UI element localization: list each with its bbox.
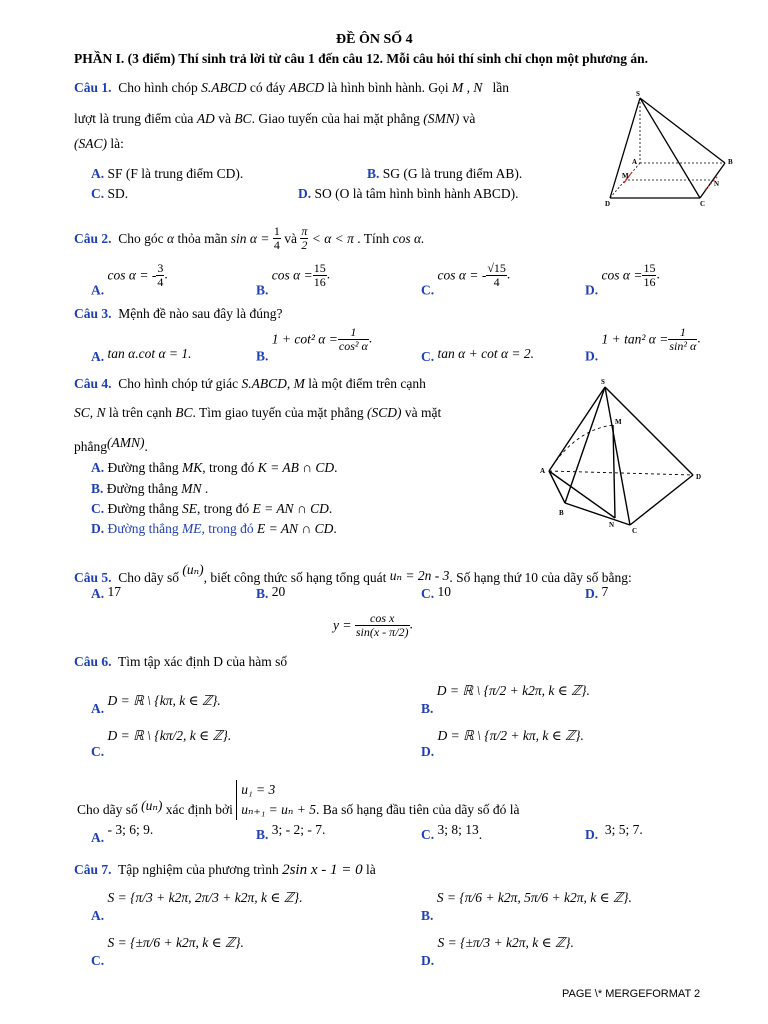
q2-option-b[interactable] — [256, 262, 330, 299]
option-text: S = {π/6 + k2π, 5π/6 + k2π, k ∈ ℤ}. — [436, 890, 632, 905]
q1-math: BC — [234, 111, 252, 126]
q2-fraction: $\frac{1}{4}$ — [273, 224, 280, 252]
q4-text: là trên cạnh — [108, 405, 172, 420]
option-text: , trong đó — [196, 501, 250, 516]
q4-text: là một điểm trên cạnh — [308, 376, 426, 391]
q6-fraction: $\frac{\text{cos x}}{\sin(x - \pi/2)}$ — [355, 611, 409, 639]
q6-label: Câu 6. — [74, 654, 112, 669]
option-label: B. — [367, 166, 380, 181]
option-math: E = AN ∩ CD — [252, 501, 329, 516]
q3-option-c[interactable] — [421, 346, 534, 365]
q7-option-c[interactable] — [91, 935, 244, 969]
q6-option-c[interactable] — [91, 728, 231, 760]
q4-text: phẳng — [74, 439, 107, 454]
qx-stem — [77, 780, 520, 820]
q1-text: . Giao tuyến của hai mặt phẳng — [251, 111, 420, 126]
option-label: C. — [421, 282, 435, 298]
option-text: SO (O là tâm hình bình hành ABCD). — [314, 186, 519, 201]
q5-text: Cho dãy số — [118, 570, 180, 585]
option-text: 20 — [271, 584, 286, 599]
q1-option-a[interactable] — [91, 166, 243, 182]
part-heading: PHẦN I. (3 điểm) Thí sinh trả lời từ câu 1 đến câu 12. Mỗi câu hỏi thí sinh chỉ chọn một phương án. — [74, 51, 648, 66]
qx-option-b[interactable] — [256, 822, 325, 843]
q4-option-a[interactable]: A. Đường thẳng MK, trong đó K = AB ∩ CD. — [91, 460, 338, 475]
option-label: C. — [421, 349, 435, 364]
fig2-label-m: M — [615, 418, 622, 426]
q3-text: Mệnh đề nào sau đây là đúng? — [118, 306, 283, 321]
option-text: SF (F là trung điểm CD). — [107, 166, 244, 181]
q4-text: Cho hình chóp tứ giác — [118, 376, 239, 391]
q5-option-b[interactable] — [256, 584, 285, 602]
q5-option-d[interactable] — [585, 584, 608, 602]
q1-line2 — [74, 111, 475, 127]
q4-label: Câu 4. — [74, 376, 112, 391]
q5-option-a[interactable] — [91, 584, 121, 602]
option-text: . — [506, 266, 511, 282]
q2-option-c[interactable] — [421, 262, 510, 299]
q6-option-d[interactable] — [421, 728, 584, 760]
option-text: S = {±π/6 + k2π, k ∈ ℤ}. — [107, 935, 244, 950]
q2-option-a[interactable] — [91, 262, 168, 299]
qx-option-a[interactable] — [91, 822, 153, 846]
fig1-label-s: S — [636, 90, 640, 98]
q3-option-a[interactable] — [91, 346, 192, 365]
fig2-label-a: A — [540, 467, 546, 475]
q6-function: y = $\frac{\text{cos x}}{\sin(x - \pi/2)}$ . — [333, 611, 413, 639]
page-footer: PAGE \* MERGEFORMAT 2 — [562, 988, 701, 1000]
option-label: A. — [91, 830, 105, 845]
option-text: 1 + tan² α = — [601, 331, 669, 347]
q1-option-c[interactable] — [91, 186, 128, 202]
option-text: tan α + cot α = 2. — [437, 346, 535, 361]
q1-math: (SAC) — [74, 136, 107, 151]
option-text: 17 — [107, 584, 121, 599]
q7-text: Tập nghiệm của phương trình — [118, 862, 279, 877]
option-label: A. — [91, 701, 105, 716]
fig1-label-c: C — [700, 200, 706, 208]
q2-text: và — [284, 230, 297, 246]
q5-stem — [74, 562, 632, 586]
q1-option-b[interactable] — [367, 166, 522, 182]
option-label: C. — [91, 744, 105, 759]
option-label: A. — [91, 282, 105, 298]
option-text: 3; 5; 7. — [604, 822, 643, 837]
q6-option-b[interactable] — [421, 683, 590, 717]
option-text: Đường thẳng — [106, 481, 178, 496]
option-text: . — [697, 330, 701, 346]
q2-option-d[interactable] — [585, 262, 660, 299]
q6-math: D — [213, 654, 224, 669]
q7-math: 2sin x - 1 = 0 — [282, 862, 363, 878]
option-text: S = {±π/3 + k2π, k ∈ ℤ}. — [437, 935, 574, 950]
q4-line2 — [74, 405, 441, 421]
q4-math: S.ABCD — [241, 376, 287, 391]
option-text: D = ℝ \ {π/2 + k2π, k ∈ ℤ}. — [436, 683, 590, 698]
option-label: C. — [91, 186, 105, 201]
option-math: SE — [181, 501, 197, 516]
option-text: . — [478, 827, 483, 842]
q4-option-d[interactable]: D. Đường thẳng ME, trong đó E = AN ∩ CD. — [91, 521, 337, 536]
option-math: ME — [181, 521, 202, 536]
option-text: 3; 8; 13 — [437, 822, 479, 837]
option-text: . — [656, 266, 660, 282]
q7-stem — [74, 862, 376, 879]
q7-option-b[interactable] — [421, 890, 632, 924]
q2-text: Cho góc — [118, 230, 164, 246]
option-math: E = AN ∩ CD — [256, 521, 334, 536]
option-label: B. — [256, 282, 269, 298]
q4-text: . Tìm giao tuyến của mặt phẳng — [192, 405, 364, 420]
q1-math: M , N — [452, 80, 483, 95]
option-text: S = {π/3 + k2π, 2π/3 + k2π, k ∈ ℤ}. — [107, 890, 303, 905]
q4-line3 — [74, 435, 148, 455]
q4-option-c[interactable]: C. Đường thẳng SE, trong đó E = AN ∩ CD. — [91, 501, 333, 516]
q4-text: . — [144, 439, 148, 454]
q4-option-b[interactable]: B. Đường thẳng MN . — [91, 481, 209, 496]
q5-text: , biết công thức số hạng tổng quát — [203, 570, 387, 585]
option-label: B. — [256, 827, 269, 842]
fig2-label-n: N — [609, 521, 615, 529]
fig2-label-s: S — [601, 378, 605, 386]
q1-math: S.ABCD — [201, 80, 247, 95]
fig2-label-c: C — [632, 527, 638, 535]
q2-math: α — [167, 230, 175, 246]
pyramid-figure-2 — [535, 375, 710, 535]
q4-text: , — [286, 376, 291, 391]
option-label: B. — [256, 348, 269, 364]
q1-math: ABCD — [288, 80, 325, 95]
qx-system: u₁ = 3 uₙ₊₁ = uₙ + 5 — [236, 780, 316, 820]
q1-text: có đáy — [249, 80, 286, 95]
option-text: 7 — [601, 584, 609, 599]
option-label: D. — [585, 282, 599, 298]
option-label: D. — [298, 186, 312, 201]
q6-stem — [74, 654, 287, 670]
q4-math: (AMN) — [107, 435, 145, 450]
q6-text: của hàm số — [226, 654, 288, 669]
q1-text: là: — [110, 136, 124, 151]
q1-line3 — [74, 136, 124, 152]
q5-label: Câu 5. — [74, 570, 112, 585]
q5-math: uₙ = 2n - 3 — [389, 568, 450, 583]
q6-text: Tìm tập xác định — [118, 654, 210, 669]
q5-math: (uₙ) — [182, 562, 204, 577]
option-label: D. — [421, 744, 435, 759]
pyramid-figure-1 — [600, 88, 740, 210]
q3-stem — [74, 306, 282, 322]
q2-label: Câu 2. — [74, 230, 112, 246]
q3-label: Câu 3. — [74, 306, 112, 321]
option-label: B. — [91, 481, 104, 496]
option-text: SD. — [107, 186, 129, 201]
option-text: , trong đó — [201, 521, 254, 536]
option-text: Đường thẳng — [107, 521, 179, 536]
q2-stem — [74, 225, 425, 252]
q1-option-d[interactable] — [298, 186, 519, 202]
q2-math: sin α = — [230, 230, 270, 246]
fig2-label-d: D — [696, 473, 702, 481]
q2-math: cos α. — [392, 230, 425, 246]
option-label: A. — [91, 460, 105, 475]
option-fraction: $\frac{15}{16}$ — [313, 261, 326, 289]
q1-text: lượt là trung điểm của — [74, 111, 194, 126]
option-text: 1 + cot² α = — [271, 331, 338, 347]
q4-line1 — [74, 376, 426, 392]
option-text: 10 — [437, 584, 451, 599]
fig2-label-b: B — [559, 509, 564, 517]
q4-math: M — [293, 376, 305, 391]
option-text: 3; - 2; - 7. — [271, 822, 326, 837]
option-text: Đường thẳng — [107, 501, 179, 516]
q4-math: (SCD) — [366, 405, 402, 420]
option-text: cos α = — [601, 267, 643, 283]
option-label: D. — [585, 827, 599, 842]
option-label: C. — [421, 827, 435, 842]
fig1-label-m: M — [622, 172, 629, 180]
option-math: MK — [181, 460, 203, 475]
page-title: ĐỀ ÔN SỐ 4 — [336, 32, 413, 47]
option-label: C. — [91, 501, 105, 516]
qx-text: Cho dãy số — [77, 802, 138, 817]
qx-option-c[interactable] — [421, 822, 482, 843]
option-label: D. — [91, 521, 105, 536]
option-fraction: $\frac{1}{\text{cos² α}}$ — [338, 325, 368, 353]
q1-math: AD — [196, 111, 215, 126]
q4-math: BC — [175, 405, 193, 420]
option-text: D = ℝ \ {π/2 + kπ, k ∈ ℤ}. — [437, 728, 584, 743]
option-text: . — [368, 330, 373, 346]
q7-text: là — [365, 862, 376, 877]
q5-option-c[interactable] — [421, 584, 451, 602]
q1-label: Câu 1. — [74, 80, 112, 95]
option-label: B. — [421, 908, 434, 923]
option-fraction: $\frac{√15}{4}$ — [487, 261, 506, 289]
option-fraction: $\frac{15}{16}$ — [643, 261, 656, 289]
q1-math: (SMN) — [423, 111, 460, 126]
q1-text: là hình bình hành. Gọi — [327, 80, 449, 95]
option-text: tan α.cot α = 1. — [107, 346, 192, 361]
q1-text: và — [218, 111, 231, 126]
option-text: cos α = - — [437, 267, 487, 283]
option-label: C. — [91, 953, 105, 968]
option-label: A. — [91, 349, 105, 364]
q3-option-b[interactable] — [256, 326, 372, 365]
fig1-label-n: N — [714, 180, 720, 188]
q4-text: , — [89, 405, 94, 420]
option-fraction: $\frac{1}{\text{sin² α}}$ — [669, 325, 697, 353]
option-label: B. — [256, 586, 269, 601]
option-fraction: $\frac{3}{4}$ — [157, 261, 164, 289]
qx-math: (uₙ) — [141, 798, 163, 813]
q2-fraction: $\frac{\pi}{2}$ — [301, 224, 308, 252]
q3-option-d[interactable] — [585, 326, 701, 365]
q1-text: lần — [492, 80, 509, 95]
option-text: D = ℝ \ {kπ, k ∈ ℤ}. — [107, 693, 221, 708]
option-label: A. — [91, 166, 105, 181]
q2-math: < α < π — [311, 230, 354, 246]
option-text: . — [164, 266, 168, 282]
option-text: Đường thẳng — [107, 460, 179, 475]
fig1-label-d: D — [605, 200, 611, 208]
option-text: , trong đó — [202, 460, 255, 475]
option-text: . — [326, 266, 331, 282]
option-text: cos α = - — [107, 267, 157, 283]
option-math: MN — [181, 481, 202, 496]
q1-line1 — [74, 80, 509, 96]
q2-text: thỏa mãn — [177, 230, 228, 246]
option-text: - 3; 6; 9. — [107, 822, 154, 837]
q4-math: N — [96, 405, 106, 420]
option-label: D. — [585, 586, 599, 601]
fig1-label-b: B — [728, 158, 733, 166]
option-text: SG (G là trung điểm AB). — [382, 166, 523, 181]
q1-text: và — [462, 111, 476, 126]
q6-math: y = — [333, 617, 352, 633]
qx-option-d[interactable] — [585, 822, 643, 843]
q1-text: Cho hình chóp — [118, 80, 198, 95]
option-label: D. — [585, 348, 599, 364]
option-text: cos α = — [271, 267, 313, 283]
q7-option-d[interactable] — [421, 935, 574, 969]
option-math: K = AB ∩ CD — [257, 460, 335, 475]
option-text: D = ℝ \ {kπ/2, k ∈ ℤ}. — [107, 728, 232, 743]
qx-text: xác định bởi — [165, 802, 233, 817]
q5-text: . Số hạng thứ 10 của dãy số bằng: — [449, 570, 632, 585]
option-label: C. — [421, 586, 435, 601]
q6-option-a[interactable] — [91, 693, 221, 717]
fig1-label-a: A — [632, 158, 638, 166]
option-label: A. — [91, 908, 105, 923]
qx-text: . Ba số hạng đầu tiên của dãy số đó là — [315, 802, 520, 817]
option-label: B. — [421, 701, 434, 716]
q7-label: Câu 7. — [74, 862, 112, 877]
q4-math: SC — [74, 405, 90, 420]
option-label: A. — [91, 586, 105, 601]
option-label: D. — [421, 953, 435, 968]
q2-text: . Tính — [357, 230, 390, 246]
q4-text: và mặt — [404, 405, 442, 420]
q7-option-a[interactable] — [91, 890, 303, 924]
